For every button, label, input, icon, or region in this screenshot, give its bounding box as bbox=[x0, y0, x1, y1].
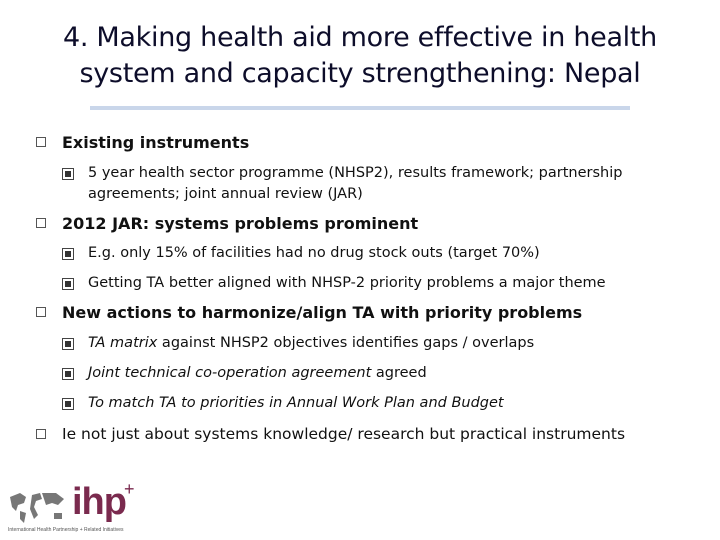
bullet-existing-instruments bbox=[62, 132, 249, 153]
logo-plus: + bbox=[124, 479, 135, 499]
bullet-box-icon bbox=[36, 137, 46, 147]
sub-bullet-text: agreed bbox=[371, 365, 427, 381]
bullet-text: New actions to harmonize/align TA with priority problems bbox=[62, 303, 583, 322]
bullet-2012-jar bbox=[62, 213, 418, 234]
sub-bullet-text: against NHSP2 objectives identifies gaps / overlaps bbox=[157, 335, 535, 351]
sub-bullet-square-icon bbox=[62, 338, 74, 350]
world-map-icon bbox=[6, 489, 68, 527]
ihp-logo bbox=[6, 479, 136, 537]
sub-bullet-text: E.g. only 15% of facilities had no drug stock outs (target 70%) bbox=[88, 245, 540, 261]
logo-text: ihp bbox=[72, 481, 126, 523]
sub-bullet-match-ta bbox=[88, 393, 698, 414]
sub-bullet-ta-matrix bbox=[88, 333, 698, 354]
bullet-box-icon bbox=[36, 218, 46, 228]
bullet-practical-instruments bbox=[62, 424, 625, 445]
bullet-new-actions bbox=[62, 302, 582, 323]
sub-bullet-ta-aligned bbox=[88, 273, 698, 294]
sub-bullet-square-icon bbox=[62, 278, 74, 290]
bullet-text: Ie not just about systems knowledge/ research but practical instruments bbox=[62, 425, 626, 443]
bullet-box-icon bbox=[36, 307, 46, 317]
bullet-text: 2012 JAR: systems problems prominent bbox=[62, 214, 419, 233]
sub-bullet-square-icon bbox=[62, 368, 74, 380]
sub-bullet-square-icon bbox=[62, 248, 74, 260]
sub-bullet-square-icon bbox=[62, 398, 74, 410]
sub-bullet-italic: TA matrix bbox=[88, 335, 158, 351]
sub-bullet-nhsp2 bbox=[88, 163, 698, 205]
sub-bullet-drug-stock bbox=[88, 243, 698, 264]
sub-bullet-italic: To match TA to priorities in Annual Work Plan and Budget bbox=[88, 395, 504, 411]
sub-bullet-text-line1: 5 year health sector programme (NHSP2), results framework; partnership bbox=[88, 165, 623, 181]
title-line-2: system and capacity strengthening: Nepal bbox=[79, 58, 641, 89]
sub-bullet-text: Getting TA better aligned with NHSP-2 priority problems a major theme bbox=[88, 275, 606, 291]
title-line-1: 4. Making health aid more effective in health bbox=[62, 22, 657, 53]
bullet-text: Existing instruments bbox=[62, 133, 250, 152]
sub-bullet-joint-agreement bbox=[88, 363, 698, 384]
logo-tagline: International Health Partnership + Related Initiatives bbox=[8, 527, 124, 533]
sub-bullet-text-line2: agreements; joint annual review (JAR) bbox=[88, 186, 363, 202]
sub-bullet-italic: Joint technical co-operation agreement bbox=[88, 365, 372, 381]
sub-bullet-square-icon bbox=[62, 168, 74, 180]
bullet-box-icon bbox=[36, 429, 46, 439]
